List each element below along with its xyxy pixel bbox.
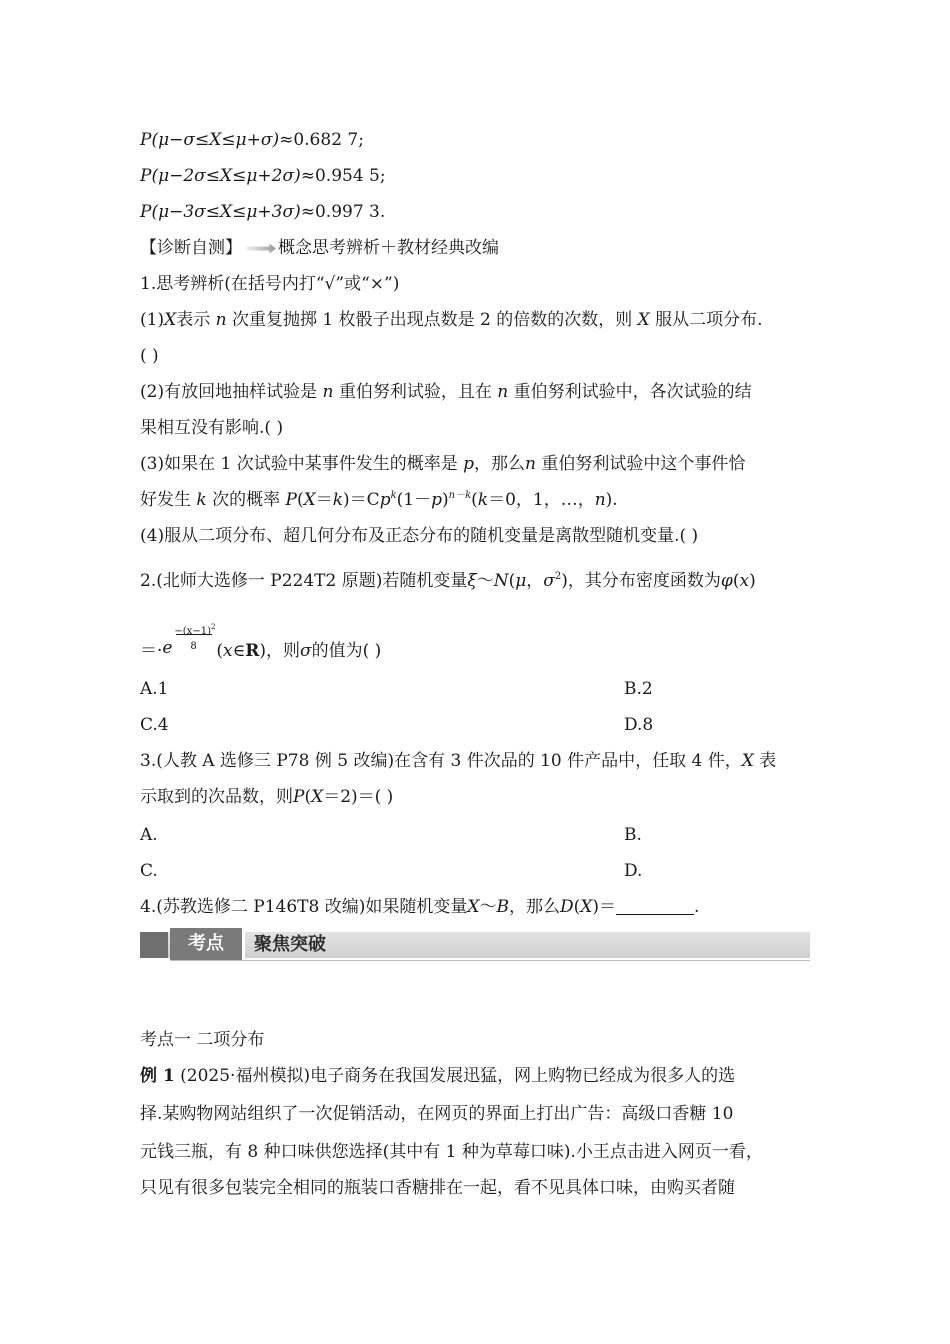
exponential-expression: [162, 622, 216, 662]
var: N: [493, 571, 509, 591]
var: σ: [300, 641, 312, 661]
diagnosis-label: 【诊断自测】: [140, 238, 242, 258]
text: 示取到的次品数，则: [140, 787, 293, 807]
text: (2025·福州模拟)电子商务在我国发展迅猛，网上购物已经成为很多人的选: [174, 1066, 736, 1086]
text: ～: [479, 897, 497, 917]
var: X: [637, 310, 650, 330]
var: φ: [720, 571, 733, 591]
section-banner: [140, 928, 810, 962]
q2-density-formula: [140, 622, 381, 662]
q1-answer-paren-1: ( ): [140, 346, 159, 366]
text: (1): [140, 310, 165, 330]
var: p: [379, 490, 391, 510]
text: (: [573, 897, 581, 917]
text: ＝2)＝( ): [323, 787, 394, 807]
var: k: [477, 490, 489, 510]
answer-blank[interactable]: [616, 896, 694, 915]
text: 次重复抛掷 1 枚骰子出现点数是 2 的倍数的次数，则: [231, 310, 633, 330]
q1-statement-3-cont: [140, 488, 618, 512]
text: (: [508, 571, 516, 591]
text: )，其分布密度函数为: [561, 571, 721, 591]
option-c[interactable]: C.: [140, 861, 158, 881]
text: 次的概率: [212, 490, 281, 510]
q1-title: 1.思考辨析(在括号内打“√”或“×”): [140, 274, 400, 294]
var: n: [322, 382, 334, 402]
text: −(x−1): [174, 626, 211, 637]
q2-options-row-1: [140, 677, 653, 701]
var: x: [223, 641, 233, 661]
q1-statement-1: [140, 308, 763, 332]
option-d[interactable]: D.8: [624, 715, 654, 735]
normal-interval-2: [140, 164, 386, 188]
text: )，则: [259, 641, 301, 661]
var: X: [580, 897, 593, 917]
text: ∈: [232, 641, 246, 661]
q2-options-row-2: [140, 713, 654, 737]
text: )＝C: [343, 490, 380, 510]
superscript: 2: [554, 571, 562, 582]
banner-underline: [170, 960, 810, 961]
section-title: 考点一 二项分布: [140, 1030, 265, 1050]
diagnosis-header: [140, 236, 499, 260]
text: (: [216, 641, 224, 661]
var: k: [196, 490, 207, 510]
banner-title: 聚焦突破: [254, 934, 326, 955]
q3-stem-cont: [140, 785, 393, 809]
var: X: [311, 787, 324, 807]
example-1-line-1: [140, 1064, 735, 1088]
q3-stem: [140, 749, 776, 773]
option-b[interactable]: B.: [624, 825, 642, 845]
q1-statement-2: [140, 380, 752, 404]
var: D: [559, 897, 574, 917]
text: (: [732, 571, 740, 591]
var: n: [525, 454, 536, 474]
example-label: 例 1: [140, 1066, 175, 1086]
text: (: [471, 490, 478, 510]
text: ＝: [315, 490, 333, 510]
q2-stem: [140, 569, 756, 593]
text: 3.(人教 A 选修三 P78 例 5 改编)在含有 3 件次品的 10 件产品中，任取 4 件，: [140, 751, 742, 771]
real-set: R: [245, 641, 260, 661]
text: )＝: [592, 897, 616, 917]
interval-value: ≈0.682 7;: [279, 130, 364, 150]
option-d[interactable]: D.: [624, 861, 643, 881]
var: n: [215, 310, 227, 330]
text: ，: [526, 571, 544, 591]
option-c[interactable]: C.4: [140, 715, 169, 735]
text: (1－: [396, 490, 432, 510]
text: (: [296, 490, 304, 510]
text: 4.(苏教选修二 P146T8 改编)如果随机变量: [140, 897, 468, 917]
banner-tag: 考点: [170, 928, 245, 960]
interval-value: ≈0.997 3.: [300, 202, 386, 222]
q4-stem: [140, 895, 699, 919]
var: p: [463, 454, 475, 474]
text: 重伯努利试验中这个事件恰: [541, 454, 746, 474]
var: k: [332, 490, 344, 510]
text: 表: [759, 751, 777, 771]
text: ): [749, 571, 756, 591]
var: ξ: [467, 571, 477, 591]
var: X: [741, 751, 754, 771]
text: 重伯努利试验中，各次试验的结: [513, 382, 752, 402]
interval-expression: P(μ−σ≤X≤μ+σ): [140, 130, 280, 150]
exp-denominator: 8: [190, 641, 197, 652]
text: (3)如果在 1 次试验中某事件发生的概率是: [140, 454, 458, 474]
example-1-line-4: 只见有很多包装完全相同的瓶装口香糖排在一起，看不见具体口味，由购买者随: [140, 1178, 735, 1198]
var: P: [285, 490, 297, 510]
text: 的值为( ): [311, 641, 382, 661]
text: .: [693, 897, 700, 917]
text: ＝0，1，…，: [488, 490, 595, 510]
var: X: [164, 310, 177, 330]
var: x: [739, 571, 750, 591]
option-b[interactable]: B.2: [624, 679, 653, 699]
interval-expression: P(μ−2σ≤X≤μ+2σ): [140, 166, 301, 186]
var: n: [594, 490, 606, 510]
superscript: k: [390, 490, 397, 501]
text: 2.(北师大选修一 P224T2 原题)若随机变量: [140, 571, 468, 591]
q1-statement-3: [140, 452, 745, 476]
text: 重伯努利试验，且在: [338, 382, 492, 402]
option-a[interactable]: A.1: [140, 679, 169, 699]
text: ).: [605, 490, 618, 510]
text: ): [441, 490, 449, 510]
normal-interval-3: [140, 200, 385, 224]
example-1-line-2: 择.某购物网站组织了一次促销活动，在网页的界面上打出广告：高级口香糖 10: [140, 1104, 734, 1124]
superscript: 2: [210, 623, 216, 631]
arrow-right-icon: [246, 244, 276, 254]
var: μ: [515, 571, 527, 591]
var: X: [303, 490, 316, 510]
text: (2)有放回地抽样试验是: [140, 382, 318, 402]
q3-options-row-2: [140, 859, 643, 883]
var: X: [467, 897, 480, 917]
q1-statement-4: (4)服从二项分布、超几何分布及正态分布的随机变量是离散型随机变量.( ): [140, 526, 699, 546]
option-a[interactable]: A.: [140, 825, 158, 845]
normal-interval-1: [140, 128, 364, 152]
interval-expression: P(μ−3σ≤X≤μ+3σ): [140, 202, 301, 222]
exp-base: e: [162, 638, 173, 658]
var: p: [431, 490, 442, 510]
var: B: [496, 897, 509, 917]
q1-statement-2-cont: 果相互没有影响.( ): [140, 418, 284, 438]
banner-stripe: [140, 932, 168, 958]
text: ～: [476, 571, 494, 591]
text: ，那么: [508, 897, 560, 917]
diagnosis-subtitle: 概念思考辨析＋教材经典改编: [278, 238, 499, 258]
text: (: [304, 787, 312, 807]
text: ＝·: [140, 641, 163, 661]
interval-value: ≈0.954 5;: [300, 166, 386, 186]
text: 好发生: [140, 490, 191, 510]
text: ，那么: [474, 454, 526, 474]
text: 表示: [176, 310, 211, 330]
q3-options-row-1: [140, 823, 642, 847]
superscript: n－k: [448, 490, 472, 501]
example-1-line-3: 元钱三瓶，有 8 种口味供您选择(其中有 1 种为草莓口味).小王点击进入网页一看，: [140, 1142, 763, 1162]
var: P: [293, 787, 305, 807]
text: 服从二项分布.: [655, 310, 763, 330]
var: σ: [543, 571, 555, 591]
var: n: [497, 382, 509, 402]
